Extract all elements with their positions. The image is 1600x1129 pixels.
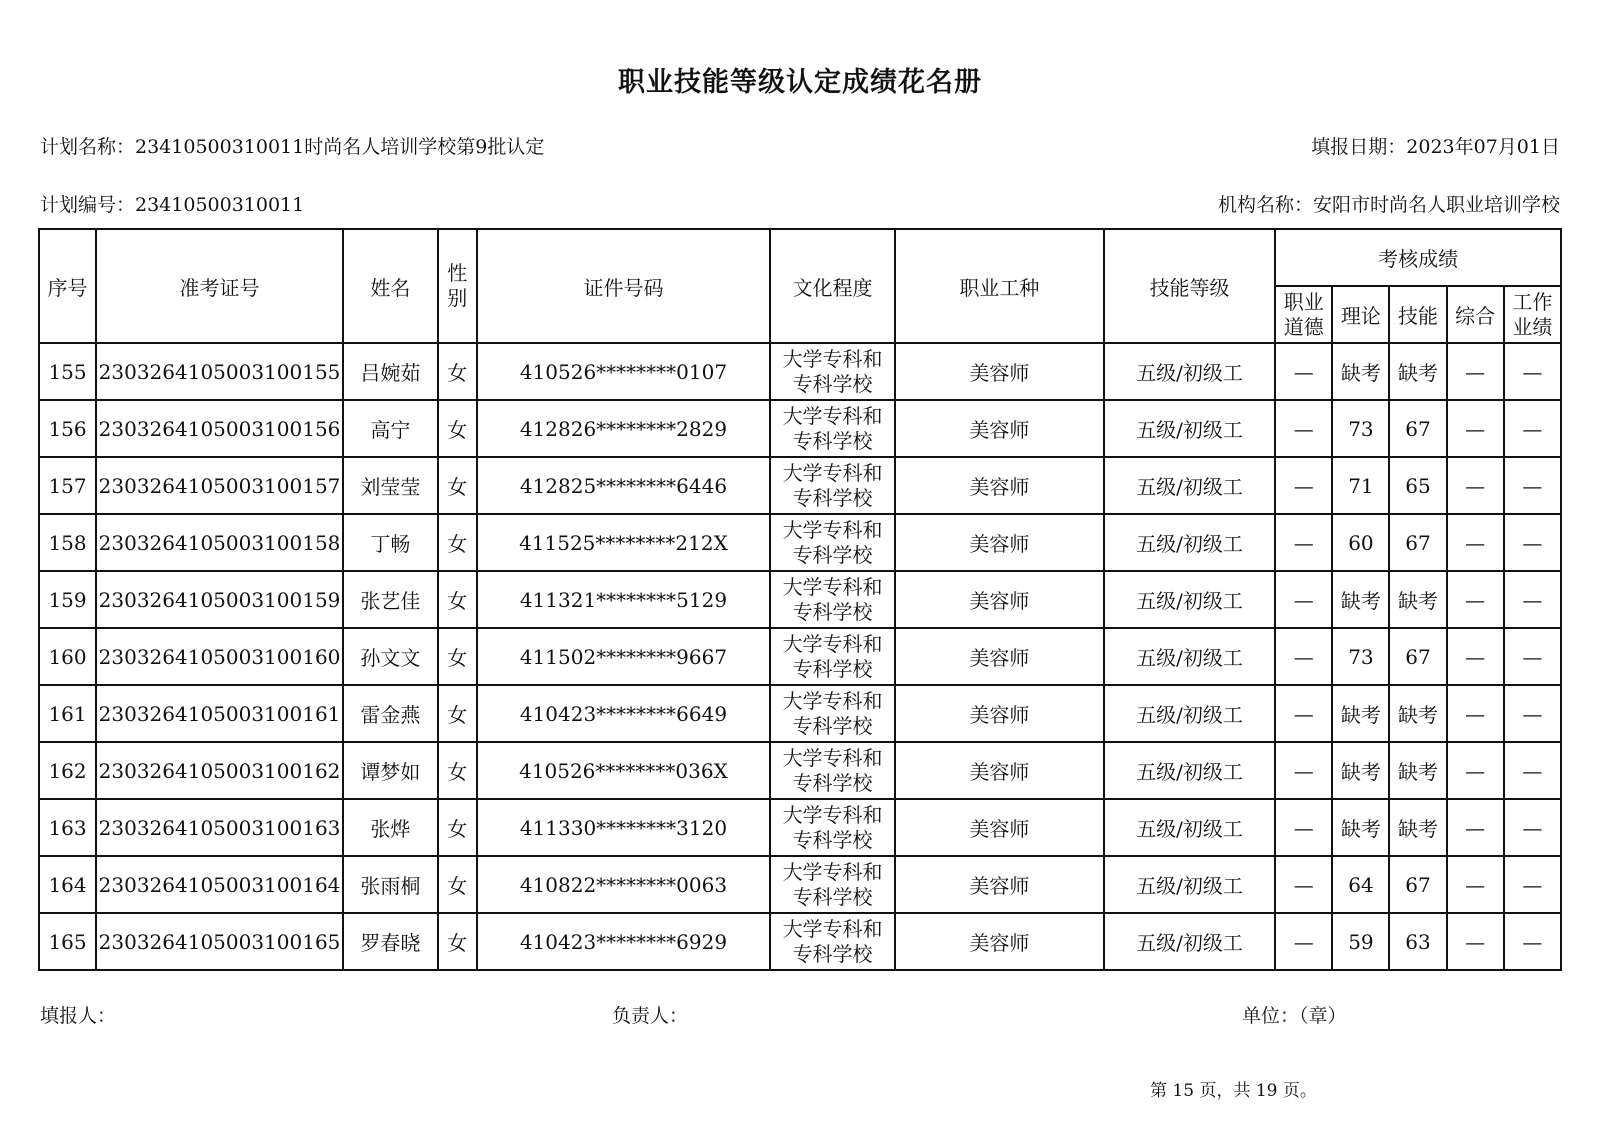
filler-label: 填报人： xyxy=(40,1005,117,1027)
cell-education-line1: 大学专科和 xyxy=(782,688,883,713)
cell-theory: 59 xyxy=(1332,913,1389,970)
cell-skill: 67 xyxy=(1389,628,1446,685)
table-row xyxy=(39,400,1561,457)
cell-level: 五级/初级工 xyxy=(1104,913,1275,970)
cell-comprehensive: — xyxy=(1447,685,1504,742)
cell-education-line2: 专科学校 xyxy=(792,884,873,909)
cell-seq: 158 xyxy=(39,514,96,571)
cell-education xyxy=(770,571,894,628)
header-exam-no: 准考证号 xyxy=(96,229,343,343)
cell-seq: 159 xyxy=(39,571,96,628)
cell-name: 张雨桐 xyxy=(343,856,438,913)
cell-level: 五级/初级工 xyxy=(1104,856,1275,913)
cell-work: — xyxy=(1504,685,1561,742)
cell-occupation: 美容师 xyxy=(895,685,1104,742)
cell-comprehensive: — xyxy=(1447,457,1504,514)
cell-education xyxy=(770,343,894,400)
page-title: 职业技能等级认定成绩花名册 xyxy=(618,67,982,98)
cell-education-line1: 大学专科和 xyxy=(782,802,883,827)
header-gender xyxy=(438,229,477,343)
header-gender-line2: 别 xyxy=(447,286,468,310)
cell-theory: 71 xyxy=(1332,457,1389,514)
cell-work: — xyxy=(1504,628,1561,685)
cell-level: 五级/初级工 xyxy=(1104,685,1275,742)
cell-id-no: 412825********6446 xyxy=(477,457,771,514)
cell-education-line1: 大学专科和 xyxy=(782,460,883,485)
cell-education-line2: 专科学校 xyxy=(792,485,873,510)
cell-name: 丁畅 xyxy=(343,514,438,571)
page-info: 第 15 页，共 19 页。 xyxy=(1150,1081,1317,1101)
header-theory: 理论 xyxy=(1332,286,1389,343)
cell-education xyxy=(770,514,894,571)
cell-skill: 65 xyxy=(1389,457,1446,514)
cell-ethics: — xyxy=(1275,571,1332,628)
cell-gender: 女 xyxy=(438,628,477,685)
cell-education-line1: 大学专科和 xyxy=(782,631,883,656)
cell-education-line1: 大学专科和 xyxy=(782,403,883,428)
header-comprehensive: 综合 xyxy=(1447,286,1504,343)
cell-occupation: 美容师 xyxy=(895,856,1104,913)
cell-name: 吕婉茹 xyxy=(343,343,438,400)
cell-comprehensive: — xyxy=(1447,628,1504,685)
cell-gender: 女 xyxy=(438,913,477,970)
cell-occupation: 美容师 xyxy=(895,400,1104,457)
unit-label: 单位：（章） xyxy=(1242,1005,1347,1027)
cell-seq: 164 xyxy=(39,856,96,913)
cell-name: 谭梦如 xyxy=(343,742,438,799)
cell-education-line1: 大学专科和 xyxy=(782,916,883,941)
table-row xyxy=(39,799,1561,856)
cell-id-no: 411502********9667 xyxy=(477,628,771,685)
cell-seq: 163 xyxy=(39,799,96,856)
cell-id-no: 412826********2829 xyxy=(477,400,771,457)
cell-comprehensive: — xyxy=(1447,514,1504,571)
cell-id-no: 411525********212X xyxy=(477,514,771,571)
cell-name: 罗春晓 xyxy=(343,913,438,970)
cell-id-no: 410526********0107 xyxy=(477,343,771,400)
cell-gender: 女 xyxy=(438,400,477,457)
cell-ethics: — xyxy=(1275,400,1332,457)
cell-education-line2: 专科学校 xyxy=(792,542,873,567)
cell-comprehensive: — xyxy=(1447,913,1504,970)
cell-theory: 缺考 xyxy=(1332,685,1389,742)
responsible-label: 负责人： xyxy=(612,1005,689,1027)
cell-education-line2: 专科学校 xyxy=(792,371,873,396)
cell-comprehensive: — xyxy=(1447,400,1504,457)
cell-id-no: 410822********0063 xyxy=(477,856,771,913)
cell-level: 五级/初级工 xyxy=(1104,742,1275,799)
cell-exam-no: 2303264105003100157 xyxy=(96,457,343,514)
cell-education-line1: 大学专科和 xyxy=(782,859,883,884)
cell-education-line2: 专科学校 xyxy=(792,656,873,681)
cell-level: 五级/初级工 xyxy=(1104,343,1275,400)
cell-gender: 女 xyxy=(438,685,477,742)
cell-education xyxy=(770,913,894,970)
cell-gender: 女 xyxy=(438,856,477,913)
cell-theory: 73 xyxy=(1332,400,1389,457)
cell-id-no: 410423********6929 xyxy=(477,913,771,970)
header-seq: 序号 xyxy=(39,229,96,343)
header-ethics xyxy=(1275,286,1332,343)
cell-theory: 60 xyxy=(1332,514,1389,571)
cell-skill: 67 xyxy=(1389,856,1446,913)
cell-gender: 女 xyxy=(438,343,477,400)
cell-ethics: — xyxy=(1275,457,1332,514)
cell-skill: 63 xyxy=(1389,913,1446,970)
cell-ethics: — xyxy=(1275,799,1332,856)
cell-education-line1: 大学专科和 xyxy=(782,745,883,770)
cell-occupation: 美容师 xyxy=(895,343,1104,400)
cell-work: — xyxy=(1504,571,1561,628)
table-row xyxy=(39,343,1561,400)
cell-name: 刘莹莹 xyxy=(343,457,438,514)
cell-seq: 155 xyxy=(39,343,96,400)
cell-level: 五级/初级工 xyxy=(1104,457,1275,514)
cell-skill: 67 xyxy=(1389,400,1446,457)
cell-education-line2: 专科学校 xyxy=(792,713,873,738)
header-id-no: 证件号码 xyxy=(477,229,771,343)
cell-seq: 161 xyxy=(39,685,96,742)
org-name: 机构名称：安阳市时尚名人职业培训学校 xyxy=(1217,194,1560,216)
table-row xyxy=(39,571,1561,628)
cell-skill: 缺考 xyxy=(1389,343,1446,400)
cell-level: 五级/初级工 xyxy=(1104,400,1275,457)
cell-work: — xyxy=(1504,742,1561,799)
cell-ethics: — xyxy=(1275,685,1332,742)
cell-comprehensive: — xyxy=(1447,343,1504,400)
cell-gender: 女 xyxy=(438,457,477,514)
cell-name: 张烨 xyxy=(343,799,438,856)
cell-comprehensive: — xyxy=(1447,856,1504,913)
cell-theory: 73 xyxy=(1332,628,1389,685)
cell-theory: 64 xyxy=(1332,856,1389,913)
cell-ethics: — xyxy=(1275,343,1332,400)
cell-id-no: 410423********6649 xyxy=(477,685,771,742)
cell-gender: 女 xyxy=(438,799,477,856)
cell-education xyxy=(770,457,894,514)
cell-name: 孙文文 xyxy=(343,628,438,685)
cell-education xyxy=(770,856,894,913)
cell-seq: 162 xyxy=(39,742,96,799)
table-row xyxy=(39,856,1561,913)
cell-work: — xyxy=(1504,913,1561,970)
table-row xyxy=(39,457,1561,514)
cell-exam-no: 2303264105003100156 xyxy=(96,400,343,457)
cell-gender: 女 xyxy=(438,514,477,571)
header-scores: 考核成绩 xyxy=(1275,229,1561,286)
cell-occupation: 美容师 xyxy=(895,799,1104,856)
cell-id-no: 410526********036X xyxy=(477,742,771,799)
header-ethics-line1: 职业 xyxy=(1283,289,1324,314)
cell-theory: 缺考 xyxy=(1332,571,1389,628)
cell-occupation: 美容师 xyxy=(895,913,1104,970)
header-ethics-line2: 道德 xyxy=(1283,314,1324,339)
header-work-line2: 业绩 xyxy=(1512,314,1553,339)
cell-comprehensive: — xyxy=(1447,799,1504,856)
cell-work: — xyxy=(1504,343,1561,400)
cell-level: 五级/初级工 xyxy=(1104,514,1275,571)
cell-seq: 156 xyxy=(39,400,96,457)
cell-occupation: 美容师 xyxy=(895,514,1104,571)
cell-name: 张艺佳 xyxy=(343,571,438,628)
cell-education-line2: 专科学校 xyxy=(792,770,873,795)
header-skill: 技能 xyxy=(1389,286,1446,343)
cell-education-line1: 大学专科和 xyxy=(782,574,883,599)
cell-exam-no: 2303264105003100160 xyxy=(96,628,343,685)
cell-theory: 缺考 xyxy=(1332,799,1389,856)
report-date: 填报日期：2023年07月01日 xyxy=(1311,136,1560,158)
cell-ethics: — xyxy=(1275,913,1332,970)
cell-skill: 缺考 xyxy=(1389,571,1446,628)
cell-exam-no: 2303264105003100163 xyxy=(96,799,343,856)
cell-skill: 缺考 xyxy=(1389,685,1446,742)
cell-occupation: 美容师 xyxy=(895,571,1104,628)
cell-comprehensive: — xyxy=(1447,571,1504,628)
cell-seq: 157 xyxy=(39,457,96,514)
cell-ethics: — xyxy=(1275,514,1332,571)
header-education: 文化程度 xyxy=(770,229,894,343)
cell-ethics: — xyxy=(1275,856,1332,913)
cell-skill: 缺考 xyxy=(1389,799,1446,856)
table-row xyxy=(39,514,1561,571)
header-work xyxy=(1504,286,1561,343)
cell-education-line2: 专科学校 xyxy=(792,941,873,966)
cell-level: 五级/初级工 xyxy=(1104,628,1275,685)
cell-theory: 缺考 xyxy=(1332,742,1389,799)
header-gender-line1: 性 xyxy=(447,261,468,285)
table-row xyxy=(39,742,1561,799)
cell-education-line2: 专科学校 xyxy=(792,428,873,453)
cell-ethics: — xyxy=(1275,628,1332,685)
cell-education xyxy=(770,799,894,856)
cell-name: 高宁 xyxy=(343,400,438,457)
header-occupation: 职业工种 xyxy=(895,229,1104,343)
cell-work: — xyxy=(1504,856,1561,913)
cell-level: 五级/初级工 xyxy=(1104,571,1275,628)
cell-education-line1: 大学专科和 xyxy=(782,346,883,371)
header-work-line1: 工作 xyxy=(1512,289,1553,314)
cell-work: — xyxy=(1504,514,1561,571)
cell-exam-no: 2303264105003100164 xyxy=(96,856,343,913)
cell-seq: 160 xyxy=(39,628,96,685)
cell-exam-no: 2303264105003100158 xyxy=(96,514,343,571)
cell-id-no: 411321********5129 xyxy=(477,571,771,628)
cell-skill: 缺考 xyxy=(1389,742,1446,799)
cell-id-no: 411330********3120 xyxy=(477,799,771,856)
cell-work: — xyxy=(1504,799,1561,856)
cell-exam-no: 2303264105003100161 xyxy=(96,685,343,742)
cell-occupation: 美容师 xyxy=(895,742,1104,799)
cell-education-line2: 专科学校 xyxy=(792,827,873,852)
cell-exam-no: 2303264105003100155 xyxy=(96,343,343,400)
header-level: 技能等级 xyxy=(1104,229,1275,343)
cell-seq: 165 xyxy=(39,913,96,970)
cell-education-line2: 专科学校 xyxy=(792,599,873,624)
cell-ethics: — xyxy=(1275,742,1332,799)
cell-education xyxy=(770,685,894,742)
table-row xyxy=(39,685,1561,742)
score-roster-table xyxy=(38,228,1562,971)
cell-education xyxy=(770,400,894,457)
cell-exam-no: 2303264105003100165 xyxy=(96,913,343,970)
cell-exam-no: 2303264105003100162 xyxy=(96,742,343,799)
cell-occupation: 美容师 xyxy=(895,457,1104,514)
cell-skill: 67 xyxy=(1389,514,1446,571)
cell-education xyxy=(770,628,894,685)
table-row xyxy=(39,628,1561,685)
cell-name: 雷金燕 xyxy=(343,685,438,742)
cell-education xyxy=(770,742,894,799)
cell-theory: 缺考 xyxy=(1332,343,1389,400)
cell-exam-no: 2303264105003100159 xyxy=(96,571,343,628)
cell-education-line1: 大学专科和 xyxy=(782,517,883,542)
plan-code: 计划编号：23410500310011 xyxy=(40,194,305,216)
cell-comprehensive: — xyxy=(1447,742,1504,799)
plan-name: 计划名称：23410500310011时尚名人培训学校第9批认定 xyxy=(40,136,545,158)
cell-level: 五级/初级工 xyxy=(1104,799,1275,856)
cell-occupation: 美容师 xyxy=(895,628,1104,685)
table-row xyxy=(39,913,1561,970)
cell-work: — xyxy=(1504,400,1561,457)
cell-gender: 女 xyxy=(438,571,477,628)
cell-gender: 女 xyxy=(438,742,477,799)
cell-work: — xyxy=(1504,457,1561,514)
header-name: 姓名 xyxy=(343,229,438,343)
